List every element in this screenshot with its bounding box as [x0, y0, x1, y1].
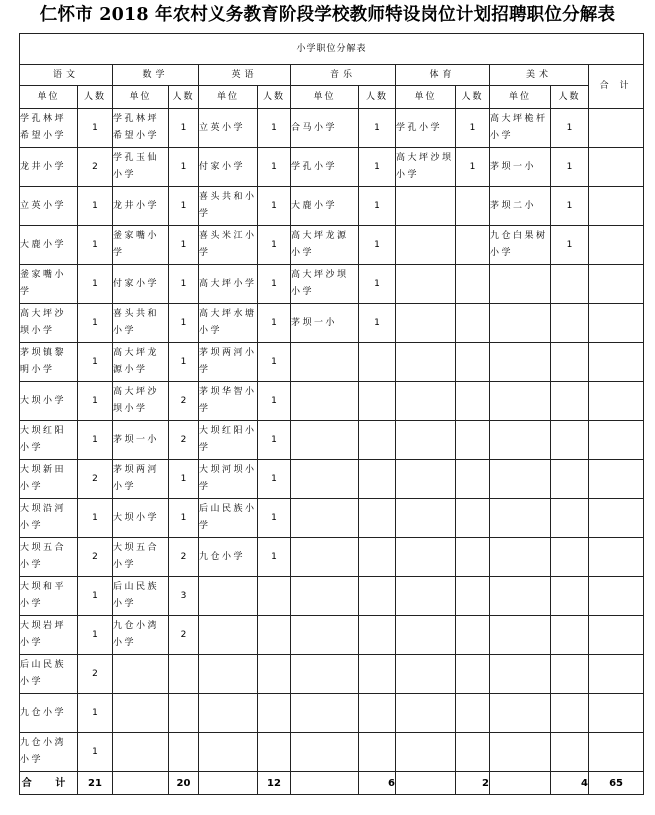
- grand-total-cell: [589, 577, 644, 616]
- school-cell-meishu: [490, 538, 551, 577]
- total-yingyu: 12: [258, 772, 291, 795]
- grand-total-cell: [589, 304, 644, 343]
- count-cell-tiyu: [456, 577, 490, 616]
- school-cell-yingyu: 立英小学: [199, 109, 258, 148]
- school-cell-shuxue: 高大坪沙坝小学: [113, 382, 169, 421]
- school-cell-yinyue: [291, 343, 359, 382]
- school-cell-tiyu: [396, 226, 456, 265]
- school-cell-yingyu: 喜头米江小学: [199, 226, 258, 265]
- count-cell-meishu: [551, 577, 589, 616]
- table-row: [20, 148, 644, 187]
- school-cell-yinyue: [291, 577, 359, 616]
- count-cell-yingyu: 1: [258, 421, 291, 460]
- subject-header-yinyue: 音乐: [291, 65, 396, 86]
- count-cell-shuxue: 2: [169, 538, 199, 577]
- table-row: [20, 187, 644, 226]
- count-cell-shuxue: 1: [169, 187, 199, 226]
- school-cell-yinyue: [291, 616, 359, 655]
- grand-total-header: 合 计: [589, 65, 644, 109]
- count-cell-meishu: [551, 265, 589, 304]
- school-cell-tiyu: 学孔小学: [396, 109, 456, 148]
- school-cell-meishu: [490, 499, 551, 538]
- count-cell-yingyu: 1: [258, 460, 291, 499]
- school-cell-yingyu: 高大坪小学: [199, 265, 258, 304]
- count-header: 人数: [456, 86, 490, 109]
- school-cell-tiyu: [396, 538, 456, 577]
- school-cell-tiyu: [396, 343, 456, 382]
- school-cell-shuxue: 喜头共和小学: [113, 304, 169, 343]
- count-cell-yuwen: 1: [78, 616, 113, 655]
- table-row: [20, 577, 644, 616]
- school-cell-shuxue: 学孔林坪希望小学: [113, 109, 169, 148]
- table-row: [20, 538, 644, 577]
- count-cell-tiyu: [456, 382, 490, 421]
- grand-total-cell: [589, 616, 644, 655]
- school-cell-yingyu: 喜头共和小学: [199, 187, 258, 226]
- school-cell-meishu: 高大坪桅杆小学: [490, 109, 551, 148]
- grand-total-cell: [589, 382, 644, 421]
- school-cell-tiyu: 高大坪沙坝小学: [396, 148, 456, 187]
- school-cell-meishu: 茅坝二小: [490, 187, 551, 226]
- school-cell-tiyu: [396, 187, 456, 226]
- count-cell-shuxue: 1: [169, 265, 199, 304]
- school-cell-shuxue: [113, 733, 169, 772]
- count-cell-yingyu: 1: [258, 304, 291, 343]
- grand-total-cell: [589, 265, 644, 304]
- count-cell-yingyu: 1: [258, 343, 291, 382]
- school-cell-yingyu: 大坝红阳小学: [199, 421, 258, 460]
- count-header: 人数: [551, 86, 589, 109]
- count-cell-meishu: [551, 421, 589, 460]
- unit-header: 单位: [113, 86, 169, 109]
- school-cell-yinyue: [291, 460, 359, 499]
- count-cell-yingyu: 1: [258, 382, 291, 421]
- subject-header-yingyu: 英语: [199, 65, 291, 86]
- school-cell-yuwen: 大坝红阳小学: [20, 421, 78, 460]
- count-cell-shuxue: 1: [169, 343, 199, 382]
- count-cell-yinyue: 1: [359, 226, 396, 265]
- count-cell-yuwen: 2: [78, 460, 113, 499]
- school-cell-shuxue: 大坝五合小学: [113, 538, 169, 577]
- table-row: [20, 343, 644, 382]
- total-yuwen: 21: [78, 772, 113, 795]
- count-header: 人数: [169, 86, 199, 109]
- count-cell-meishu: [551, 304, 589, 343]
- count-cell-tiyu: [456, 187, 490, 226]
- subject-header-yuwen: 语文: [20, 65, 113, 86]
- table-subtitle: 小学职位分解表: [20, 34, 644, 65]
- table-row: [20, 460, 644, 499]
- table-row: [20, 109, 644, 148]
- total-blank: [199, 772, 258, 795]
- count-cell-yuwen: 1: [78, 343, 113, 382]
- count-cell-meishu: [551, 460, 589, 499]
- count-cell-tiyu: 1: [456, 109, 490, 148]
- school-cell-tiyu: [396, 265, 456, 304]
- count-cell-yinyue: 1: [359, 148, 396, 187]
- table-row: [20, 226, 644, 265]
- grand-total-cell: [589, 187, 644, 226]
- unit-header: 单位: [490, 86, 551, 109]
- unit-header: 单位: [199, 86, 258, 109]
- count-header: 人数: [359, 86, 396, 109]
- school-cell-shuxue: 九仓小湾小学: [113, 616, 169, 655]
- total-yinyue: 6: [359, 772, 396, 795]
- school-cell-meishu: 九仓白果树小学: [490, 226, 551, 265]
- school-cell-tiyu: [396, 655, 456, 694]
- count-cell-yinyue: [359, 655, 396, 694]
- school-cell-meishu: [490, 655, 551, 694]
- school-cell-meishu: [490, 616, 551, 655]
- school-cell-yinyue: 高大坪龙源小学: [291, 226, 359, 265]
- count-cell-yinyue: 1: [359, 187, 396, 226]
- count-cell-shuxue: [169, 733, 199, 772]
- count-cell-meishu: 1: [551, 226, 589, 265]
- school-cell-yinyue: 合马小学: [291, 109, 359, 148]
- count-cell-tiyu: [456, 499, 490, 538]
- count-cell-yinyue: [359, 733, 396, 772]
- grand-total-cell: [589, 694, 644, 733]
- table-row: [20, 499, 644, 538]
- school-cell-shuxue: 学孔玉仙小学: [113, 148, 169, 187]
- count-cell-yuwen: 1: [78, 499, 113, 538]
- recruitment-table: [19, 33, 644, 795]
- count-cell-yuwen: 1: [78, 187, 113, 226]
- count-cell-yingyu: 1: [258, 538, 291, 577]
- total-blank: [291, 772, 359, 795]
- table-row: [20, 694, 644, 733]
- count-cell-shuxue: 2: [169, 382, 199, 421]
- count-cell-meishu: [551, 694, 589, 733]
- count-cell-meishu: [551, 343, 589, 382]
- count-cell-yuwen: 2: [78, 655, 113, 694]
- school-cell-yinyue: [291, 694, 359, 733]
- school-cell-yuwen: 学孔林坪希望小学: [20, 109, 78, 148]
- total-row: [20, 772, 644, 795]
- count-cell-yinyue: [359, 460, 396, 499]
- count-cell-yuwen: 1: [78, 226, 113, 265]
- grand-total-cell: [589, 421, 644, 460]
- count-cell-meishu: 1: [551, 109, 589, 148]
- school-cell-yingyu: 茅坝两河小学: [199, 343, 258, 382]
- school-cell-yinyue: [291, 382, 359, 421]
- table-row: [20, 616, 644, 655]
- count-cell-yinyue: [359, 577, 396, 616]
- school-cell-yuwen: 大坝新田小学: [20, 460, 78, 499]
- count-cell-tiyu: [456, 694, 490, 733]
- count-cell-shuxue: 2: [169, 421, 199, 460]
- school-cell-tiyu: [396, 733, 456, 772]
- school-cell-shuxue: 茅坝两河小学: [113, 460, 169, 499]
- grand-total-cell: [589, 148, 644, 187]
- total-blank: [490, 772, 551, 795]
- school-cell-meishu: [490, 460, 551, 499]
- school-cell-yinyue: 大鹿小学: [291, 187, 359, 226]
- count-cell-yinyue: [359, 694, 396, 733]
- unit-header: 单位: [20, 86, 78, 109]
- count-cell-shuxue: 2: [169, 616, 199, 655]
- count-cell-tiyu: 1: [456, 148, 490, 187]
- page-title: 仁怀市 2018 年农村义务教育阶段学校教师特设岗位计划招聘职位分解表: [39, 5, 616, 25]
- subject-header-shuxue: 数学: [113, 65, 199, 86]
- count-cell-shuxue: 1: [169, 499, 199, 538]
- school-cell-yuwen: 釜家嘴小学: [20, 265, 78, 304]
- school-cell-tiyu: [396, 304, 456, 343]
- count-cell-yuwen: 1: [78, 421, 113, 460]
- count-cell-yingyu: 1: [258, 265, 291, 304]
- subject-header-row: [20, 65, 644, 86]
- school-cell-yinyue: [291, 733, 359, 772]
- count-cell-shuxue: 1: [169, 304, 199, 343]
- school-cell-yingyu: 九仓小学: [199, 538, 258, 577]
- school-cell-yuwen: 大坝和平小学: [20, 577, 78, 616]
- count-cell-shuxue: 1: [169, 460, 199, 499]
- school-cell-yingyu: [199, 694, 258, 733]
- count-cell-yuwen: 2: [78, 538, 113, 577]
- count-cell-yuwen: 1: [78, 694, 113, 733]
- school-cell-meishu: [490, 343, 551, 382]
- grand-total-cell: [589, 226, 644, 265]
- count-cell-yingyu: [258, 655, 291, 694]
- count-cell-yinyue: 1: [359, 304, 396, 343]
- count-cell-yuwen: 2: [78, 148, 113, 187]
- school-cell-meishu: [490, 694, 551, 733]
- school-cell-yuwen: 九仓小学: [20, 694, 78, 733]
- school-cell-yingyu: 后山民族小学: [199, 499, 258, 538]
- count-cell-shuxue: [169, 655, 199, 694]
- count-cell-meishu: 1: [551, 187, 589, 226]
- school-cell-meishu: [490, 382, 551, 421]
- school-cell-yuwen: 大鹿小学: [20, 226, 78, 265]
- school-cell-shuxue: 茅坝一小: [113, 421, 169, 460]
- school-cell-yuwen: 大坝五合小学: [20, 538, 78, 577]
- school-cell-tiyu: [396, 577, 456, 616]
- count-cell-meishu: [551, 655, 589, 694]
- grand-total-cell: [589, 538, 644, 577]
- grand-total-cell: [589, 460, 644, 499]
- school-cell-meishu: 茅坝一小: [490, 148, 551, 187]
- school-cell-yingyu: [199, 577, 258, 616]
- count-cell-tiyu: [456, 460, 490, 499]
- school-cell-shuxue: [113, 655, 169, 694]
- count-cell-yinyue: [359, 616, 396, 655]
- school-cell-yinyue: [291, 538, 359, 577]
- school-cell-tiyu: [396, 499, 456, 538]
- count-cell-tiyu: [456, 343, 490, 382]
- school-cell-tiyu: [396, 382, 456, 421]
- column-header-row: [20, 86, 644, 109]
- grand-total-cell: [589, 109, 644, 148]
- count-cell-yuwen: 1: [78, 733, 113, 772]
- school-cell-tiyu: [396, 694, 456, 733]
- count-cell-meishu: [551, 616, 589, 655]
- school-cell-yinyue: [291, 499, 359, 538]
- school-cell-shuxue: 高大坪龙源小学: [113, 343, 169, 382]
- school-cell-yuwen: 九仓小湾小学: [20, 733, 78, 772]
- count-cell-yingyu: 1: [258, 499, 291, 538]
- school-cell-shuxue: 釜家嘴小学: [113, 226, 169, 265]
- count-cell-tiyu: [456, 421, 490, 460]
- count-cell-meishu: [551, 382, 589, 421]
- count-cell-tiyu: [456, 538, 490, 577]
- school-cell-meishu: [490, 733, 551, 772]
- count-cell-yinyue: [359, 343, 396, 382]
- school-cell-yuwen: 后山民族小学: [20, 655, 78, 694]
- count-cell-tiyu: [456, 265, 490, 304]
- school-cell-yingyu: 付家小学: [199, 148, 258, 187]
- school-cell-yingyu: 高大坪水塘小学: [199, 304, 258, 343]
- school-cell-yinyue: [291, 421, 359, 460]
- subject-header-tiyu: 体育: [396, 65, 490, 86]
- count-cell-yingyu: [258, 694, 291, 733]
- count-cell-yinyue: [359, 538, 396, 577]
- count-cell-yingyu: [258, 733, 291, 772]
- school-cell-tiyu: [396, 616, 456, 655]
- school-cell-meishu: [490, 304, 551, 343]
- count-cell-yuwen: 1: [78, 577, 113, 616]
- school-cell-meishu: [490, 421, 551, 460]
- count-cell-yingyu: 1: [258, 187, 291, 226]
- school-cell-yingyu: [199, 655, 258, 694]
- school-cell-yuwen: 龙井小学: [20, 148, 78, 187]
- school-cell-tiyu: [396, 460, 456, 499]
- total-tiyu: 2: [456, 772, 490, 795]
- table-row: [20, 382, 644, 421]
- count-cell-yingyu: [258, 577, 291, 616]
- school-cell-yuwen: 大坝小学: [20, 382, 78, 421]
- count-header: 人数: [78, 86, 113, 109]
- school-cell-tiyu: [396, 421, 456, 460]
- school-cell-shuxue: 后山民族小学: [113, 577, 169, 616]
- count-cell-yinyue: [359, 382, 396, 421]
- school-cell-shuxue: 龙井小学: [113, 187, 169, 226]
- school-cell-yinyue: 高大坪沙坝小学: [291, 265, 359, 304]
- count-cell-meishu: [551, 538, 589, 577]
- count-cell-yingyu: [258, 616, 291, 655]
- grand-total-cell: [589, 499, 644, 538]
- count-cell-yinyue: [359, 421, 396, 460]
- grand-total-cell: [589, 655, 644, 694]
- total-label: 合 计: [20, 772, 78, 795]
- count-cell-tiyu: [456, 616, 490, 655]
- grand-total-cell: [589, 733, 644, 772]
- total-shuxue: 20: [169, 772, 199, 795]
- total-grand: 65: [589, 772, 644, 795]
- table-row: [20, 733, 644, 772]
- count-cell-yingyu: 1: [258, 226, 291, 265]
- table-row: [20, 421, 644, 460]
- count-cell-meishu: [551, 733, 589, 772]
- count-cell-yuwen: 1: [78, 109, 113, 148]
- school-cell-yinyue: [291, 655, 359, 694]
- school-cell-yinyue: 学孔小学: [291, 148, 359, 187]
- school-cell-yuwen: 大坝岩坪小学: [20, 616, 78, 655]
- count-cell-yinyue: [359, 499, 396, 538]
- school-cell-shuxue: 付家小学: [113, 265, 169, 304]
- school-cell-yuwen: 立英小学: [20, 187, 78, 226]
- school-cell-meishu: [490, 577, 551, 616]
- school-cell-yuwen: 大坝沿河小学: [20, 499, 78, 538]
- total-meishu: 4: [551, 772, 589, 795]
- table-row: [20, 265, 644, 304]
- school-cell-yingyu: 茅坝华智小学: [199, 382, 258, 421]
- unit-header: 单位: [291, 86, 359, 109]
- count-cell-yuwen: 1: [78, 265, 113, 304]
- count-cell-yingyu: 1: [258, 148, 291, 187]
- count-cell-yuwen: 1: [78, 382, 113, 421]
- school-cell-shuxue: [113, 694, 169, 733]
- subject-header-meishu: 美术: [490, 65, 589, 86]
- count-cell-yinyue: 1: [359, 109, 396, 148]
- count-cell-meishu: 1: [551, 148, 589, 187]
- total-blank: [113, 772, 169, 795]
- school-cell-yingyu: 大坝河坝小学: [199, 460, 258, 499]
- count-cell-meishu: [551, 499, 589, 538]
- count-cell-yuwen: 1: [78, 304, 113, 343]
- count-header: 人数: [258, 86, 291, 109]
- school-cell-meishu: [490, 265, 551, 304]
- count-cell-tiyu: [456, 733, 490, 772]
- school-cell-yuwen: 茅坝镇黎明小学: [20, 343, 78, 382]
- school-cell-yinyue: 茅坝一小: [291, 304, 359, 343]
- count-cell-shuxue: [169, 694, 199, 733]
- count-cell-tiyu: [456, 655, 490, 694]
- count-cell-shuxue: 3: [169, 577, 199, 616]
- table-row: [20, 304, 644, 343]
- count-cell-shuxue: 1: [169, 148, 199, 187]
- count-cell-tiyu: [456, 304, 490, 343]
- count-cell-yinyue: 1: [359, 265, 396, 304]
- school-cell-yuwen: 高大坪沙坝小学: [20, 304, 78, 343]
- unit-header: 单位: [396, 86, 456, 109]
- school-cell-shuxue: 大坝小学: [113, 499, 169, 538]
- count-cell-yingyu: 1: [258, 109, 291, 148]
- count-cell-shuxue: 1: [169, 226, 199, 265]
- count-cell-shuxue: 1: [169, 109, 199, 148]
- school-cell-yingyu: [199, 616, 258, 655]
- table-row: [20, 655, 644, 694]
- total-blank: [396, 772, 456, 795]
- school-cell-yingyu: [199, 733, 258, 772]
- grand-total-cell: [589, 343, 644, 382]
- count-cell-tiyu: [456, 226, 490, 265]
